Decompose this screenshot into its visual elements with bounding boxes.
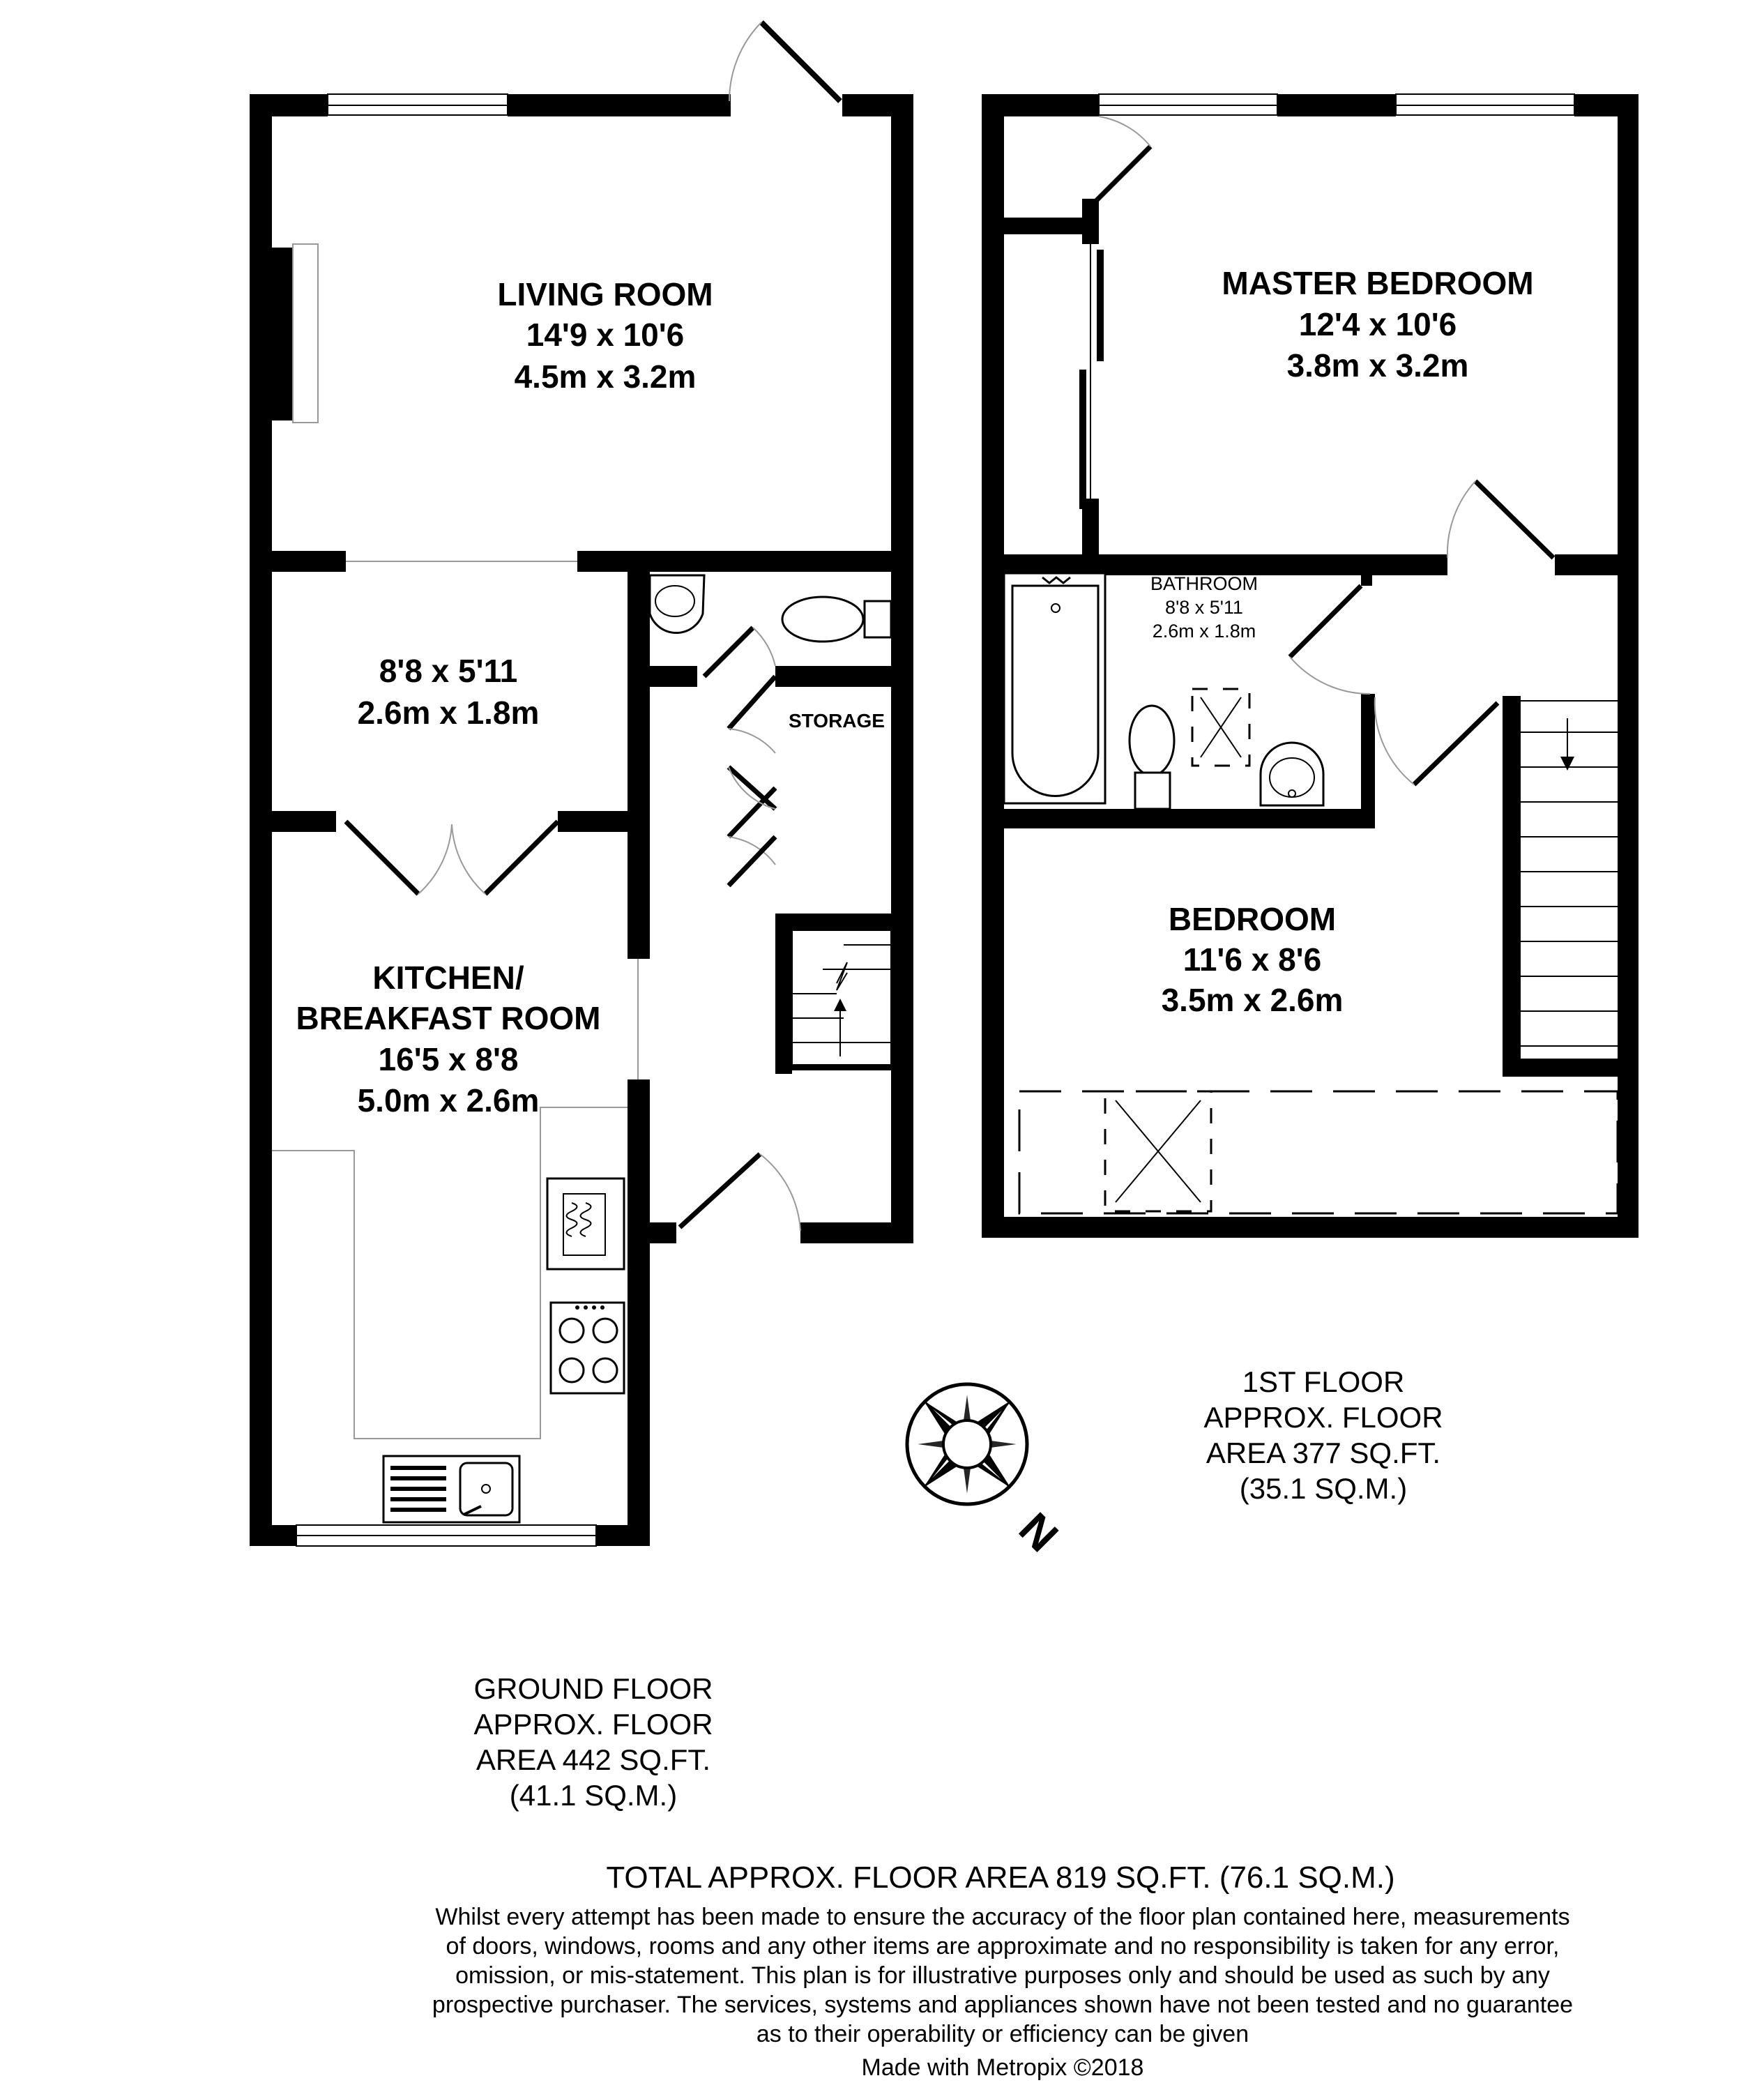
- gf-storage-bottom-wall: [775, 914, 913, 930]
- ff-bath-bottom-wall: [982, 809, 1375, 828]
- kitchen-size-metric: 5.0m x 2.6m: [357, 1082, 540, 1119]
- gf-middle-bottom-left: [250, 811, 336, 832]
- gf-area-line4: (41.1 SQ.M.): [509, 1779, 678, 1812]
- ff-bedroom-eaves: [1019, 1091, 1618, 1213]
- living-room-size-metric: 4.5m x 3.2m: [514, 358, 697, 395]
- ff-bath-right-wall-top: [1361, 565, 1372, 586]
- gf-wc-bottom-wall-right: [775, 666, 913, 687]
- master-bedroom-size-metric: 3.8m x 3.2m: [1286, 347, 1469, 384]
- kitchen-name-line2: BREAKFAST ROOM: [296, 1000, 601, 1036]
- disclaimer-line-1: Whilst every attempt has been made to ensure the accuracy of the floor plan contained here, measurements: [435, 1904, 1570, 1930]
- ff-master-bottom-right: [1555, 554, 1638, 575]
- bedroom-name: BEDROOM: [1168, 901, 1337, 937]
- ff-bath-door: [1290, 586, 1370, 694]
- ground-floor-plan: [250, 22, 913, 1546]
- ff-area-line1: 1ST FLOOR: [1242, 1365, 1405, 1398]
- ff-area-line2: APPROX. FLOOR: [1203, 1401, 1443, 1434]
- bathroom-size-imperial: 8'8 x 5'11: [1165, 597, 1243, 618]
- ff-bath-skylight: [1192, 689, 1249, 766]
- gf-middle-right-wall: [628, 551, 650, 959]
- ff-bottom-wall: [982, 1217, 1638, 1238]
- bathroom-size-metric: 2.6m x 1.8m: [1152, 621, 1256, 642]
- gf-living-bottom-wall-left: [250, 551, 346, 572]
- ff-bathtub: [1004, 573, 1105, 803]
- gf-wc-toilet: [782, 597, 891, 642]
- gf-bottom-right-wall: [800, 1222, 913, 1243]
- disclaimer-line-5: as to their operability or efficiency can be given: [756, 2021, 1249, 2047]
- disclaimer-line-4: prospective purchaser. The services, systems and appliances shown have not been tested and no guarantee: [432, 1992, 1574, 2018]
- ff-area-line4: (35.1 SQ.M.): [1239, 1472, 1408, 1505]
- gf-kitchen-right-wall: [628, 1222, 650, 1546]
- living-room-name: LIVING ROOM: [497, 276, 713, 312]
- ff-wardrobe: [1004, 116, 1150, 554]
- middle-room-size-imperial: 8'8 x 5'11: [379, 653, 518, 689]
- ff-top-wall-left: [982, 94, 1099, 116]
- bedroom-size-imperial: 11'6 x 8'6: [1183, 941, 1322, 978]
- ff-left-wall: [982, 94, 1004, 1238]
- gf-stairs: [775, 914, 891, 1074]
- storage-label: STORAGE: [789, 710, 885, 732]
- gf-front-door: [729, 22, 840, 101]
- gf-wc-door: [704, 628, 775, 676]
- kitchen-size-imperial: 16'5 x 8'8: [378, 1041, 519, 1077]
- gf-sink: [383, 1456, 519, 1522]
- bathroom-name: BATHROOM: [1150, 573, 1258, 594]
- gf-wc-basin: [650, 575, 704, 633]
- ff-bath-basin: [1261, 743, 1323, 805]
- gf-area-line3: AREA 442 SQ.FT.: [476, 1743, 711, 1776]
- gf-middle-bottom-right: [558, 811, 628, 832]
- compass-rose: [881, 1358, 1054, 1531]
- disclaimer-line-2: of doors, windows, rooms and any other items are approximate and no responsibility is taken for any error,: [446, 1933, 1560, 1960]
- middle-room-size-metric: 2.6m x 1.8m: [357, 695, 540, 731]
- gf-area-line2: APPROX. FLOOR: [473, 1708, 713, 1741]
- gf-area-line1: GROUND FLOOR: [473, 1672, 713, 1705]
- ff-bath-toilet: [1130, 706, 1174, 809]
- gf-hall-left-wall-lower: [628, 1079, 650, 1243]
- gf-top-wall-mid: [508, 94, 731, 116]
- gf-hall-door: [680, 1154, 800, 1231]
- ff-landing-door: [1375, 697, 1498, 784]
- disclaimer-line-3: omission, or mis-statement. This plan is for illustrative purposes only and should be used as such by any: [455, 1962, 1550, 1989]
- master-bedroom-name: MASTER BEDROOM: [1222, 265, 1534, 301]
- living-room-size-imperial: 14'9 x 10'6: [526, 317, 685, 353]
- kitchen-name-line1: KITCHEN/: [372, 960, 524, 996]
- gf-top-wall-left: [250, 94, 328, 116]
- gf-wc-bottom-wall: [628, 666, 697, 687]
- gf-kitchen-units: [272, 1107, 628, 1522]
- ff-top-wall-mid: [1277, 94, 1396, 116]
- ff-master-door: [1447, 481, 1553, 558]
- total-floor-area: TOTAL APPROX. FLOOR AREA 819 SQ.FT. (76.1 SQ.M.): [606, 1860, 1395, 1895]
- gf-french-doors: [346, 821, 558, 894]
- gf-storage-doors: [729, 676, 775, 886]
- ff-stairs: [1503, 696, 1625, 1077]
- bedroom-size-metric: 3.5m x 2.6m: [1161, 982, 1344, 1018]
- master-bedroom-size-imperial: 12'4 x 10'6: [1298, 306, 1457, 342]
- ff-area-line3: AREA 377 SQ.FT.: [1206, 1437, 1441, 1469]
- compass-north-label: N: [1010, 1503, 1068, 1561]
- ff-bath-right-wall: [1361, 694, 1375, 819]
- gf-fireplace: [272, 244, 318, 423]
- metropix-credit: Made with Metropix ©2018: [861, 2054, 1144, 2081]
